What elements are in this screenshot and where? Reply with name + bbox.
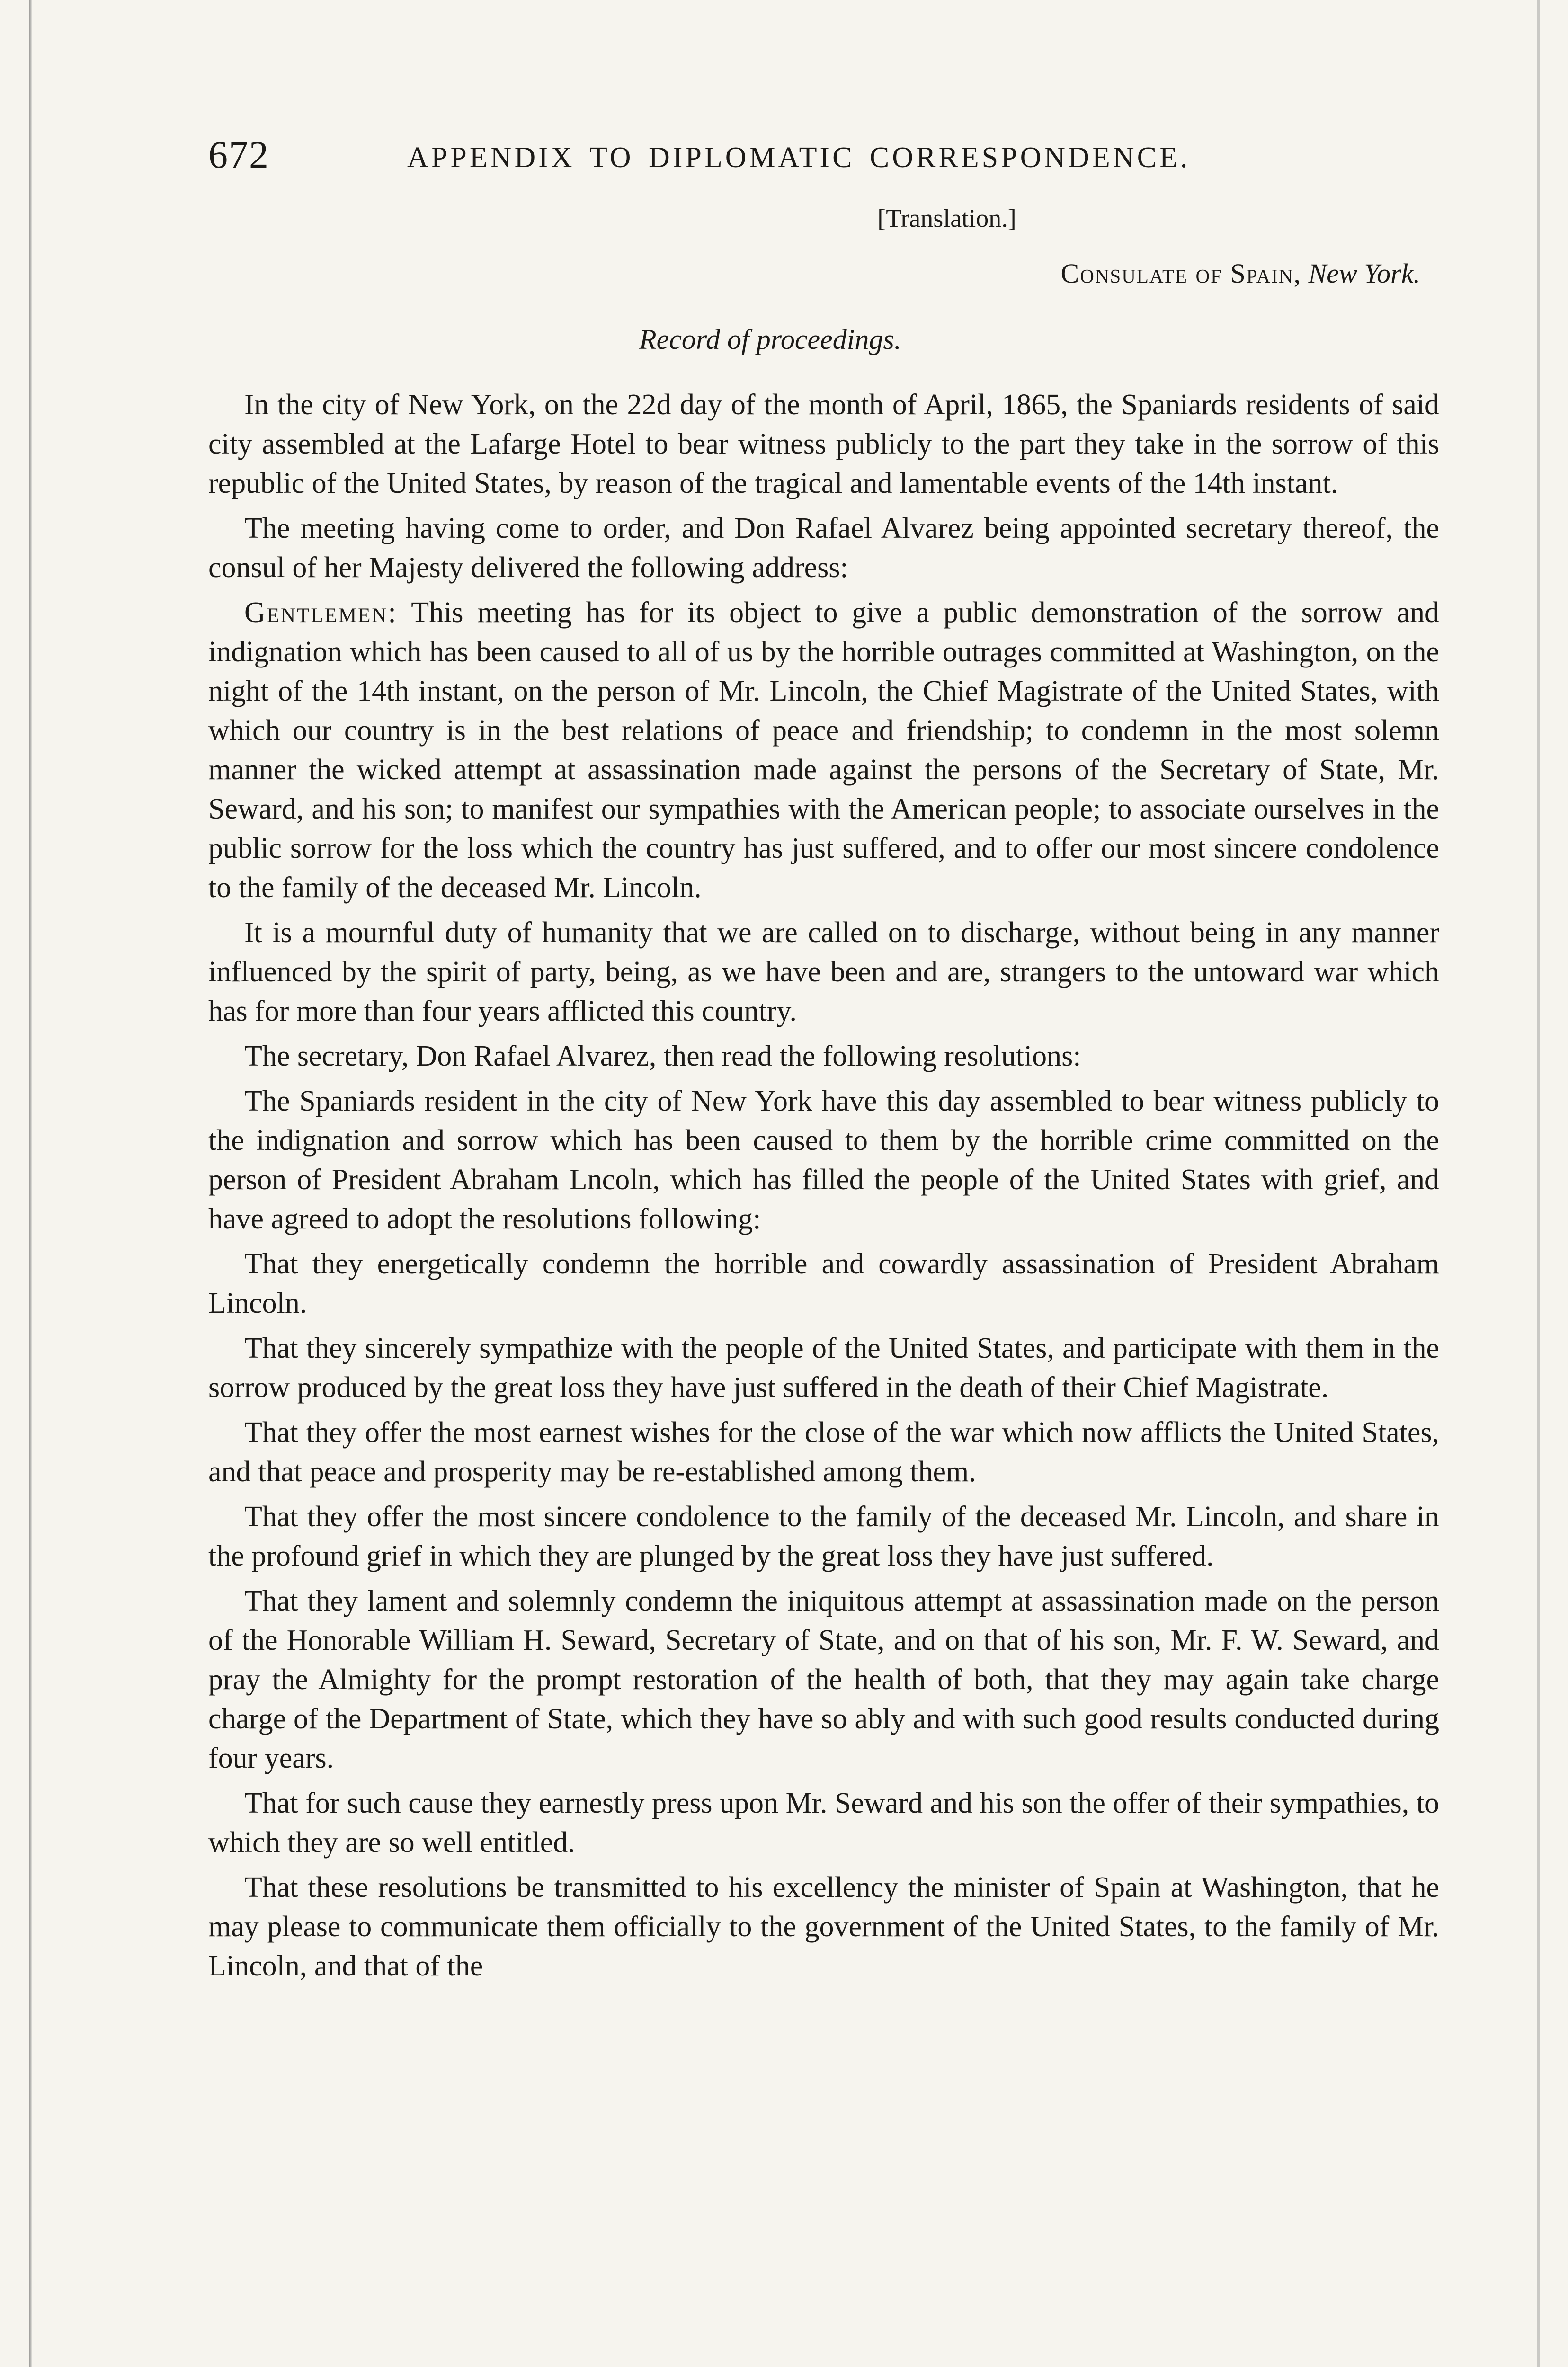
resolution: That they offer the most earnest wishes for the close of the war which now afflicts the United States, and that peace and prosperity may be re-established among them. (208, 1416, 1439, 1488)
consulate-line (208, 258, 1439, 289)
paragraph: The secretary, Don Rafael Alvarez, then read the following resolutions: (244, 1040, 1081, 1072)
consulate-city: New York. (1308, 258, 1420, 289)
running-head-title: APPENDIX TO DIPLOMATIC CORRESPONDENCE. (407, 142, 1191, 174)
page-number: 672 (208, 133, 269, 176)
running-head (208, 123, 1439, 189)
resolution: That they sincerely sympathize with the people of the United States, and participate with them in the sorrow produced by the great loss they have just suffered in the death of their Chief Magistrate. (208, 1332, 1439, 1404)
resolution: That they lament and solemnly condemn the iniquitous attempt at assassination made on the person of the Honorable William H. Seward, Secretary of State, and on that of his son, Mr. F. W. Seward, and pray the Almighty for the prompt restoration of the health of both, that they may again take charge charge of the Department of State, which they have so ably and with such good results conducted during four years. (208, 1585, 1439, 1774)
paragraph: The Spaniards resident in the city of New York have this day assembled to bear witness publicly to the indignation and sorrow which has been caused to them by the horrible crime committed on the person of President Abraham Lncoln, which has filled the people of the United States with grief, and have agreed to adopt the resolutions following: (208, 1085, 1439, 1235)
resolution: That for such cause they earnestly press upon Mr. Seward and his son the offer of their sympathies, to which they are so well entitled. (208, 1787, 1439, 1859)
resolution: That these resolutions be transmitted to his excellency the minister of Spain at Washington, that he may please to communicate them officially to the government of the United States, to the family of Mr. Lincoln, and that of the (208, 1871, 1439, 1982)
address-text: This meeting has for its object to give a public demonstration of the sorrow and indignation which has been caused to all of us by the horrible outrages committed at Washington, on the night of the 14th instant, on the person of Mr. Lincoln, the Chief Magistrate of the United States, with which our country is in the best relations of peace and friendship; to condemn in the most solemn manner the wicked attempt at assassination made against the persons of the Secretary of State, Mr. Seward, and his son; to manifest our sympathies with the American people; to associate ourselves in the public sorrow for the loss which the country has just suffered, and to offer our most sincere condolence to the family of the deceased Mr. Lincoln. (208, 596, 1439, 904)
translation-note: [Translation.] (877, 204, 1016, 232)
paragraph: In the city of New York, on the 22d day of the month of April, 1865, the Spaniards residents of said city assembled at the Lafarge Hotel to bear witness publicly to the part they take in the sorrow of this republic of the United States, by reason of the tragical and lamentable events of the 14th instant. (208, 389, 1439, 499)
scan-edge-left (29, 0, 32, 2367)
scan-edge-right (1537, 0, 1540, 2367)
resolution: That they energetically condemn the horrible and cowardly assassination of President Abraham Lincoln. (208, 1248, 1439, 1319)
consulate-name: Consulate of Spain, (1060, 258, 1302, 289)
resolution: That they offer the most sincere condolence to the family of the deceased Mr. Lincoln, and share in the profound grief in which they are plunged by the great loss they have just suffered. (208, 1501, 1439, 1572)
record-title: Record of proceedings. (639, 324, 901, 355)
paragraph-address (208, 593, 1439, 908)
paragraph: It is a mournful duty of humanity that we are called on to discharge, without being in any manner influenced by the spirit of party, being, as we have been and are, strangers to the untoward war which has for more than four years afflicted this country. (208, 917, 1439, 1027)
body-text (208, 385, 1439, 1986)
paragraph: The meeting having come to order, and Don Rafael Alvarez being appointed secretary thereof, the consul of her Majesty delivered the following address: (208, 512, 1439, 584)
salutation: Gentlemen: (244, 596, 398, 629)
document-page (208, 123, 1439, 1992)
